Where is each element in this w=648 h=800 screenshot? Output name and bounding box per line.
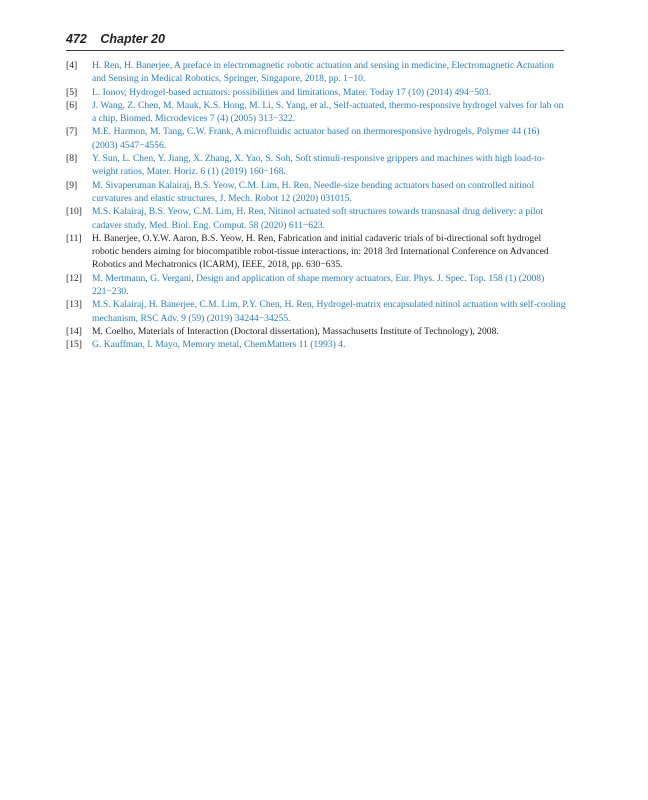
reference-link[interactable]: M.S. Kalairaj, H. Banerjee, C.M. Lim, P.Y. Chen, H. Ren, Hydrogel-matrix encapsulated nitinol actuation with self-cooling mechanism, RSC Adv. 9 (59) (2019) 34244−34255. <box>92 299 566 324</box>
reference-link[interactable]: M. Sivaperuman Kalairaj, B.S. Yeow, C.M. Lim, H. Ren, Needle-size bending actuators based on controlled nitinol curvatures and elastic structures, J. Mech. Robot 12 (2020) 031015. <box>92 179 535 204</box>
reference-item <box>66 298 566 325</box>
page-header <box>66 30 564 51</box>
reference-number: [14] <box>66 325 82 337</box>
reference-item <box>66 152 566 179</box>
reference-link[interactable]: H. Ren, H. Banerjee, A preface in electromagnetic robotic actuation and sensing in medicine, Electromagnetic Actuation and Sensing in Medical Robotics, Springer, Singapore, 2018, pp. 1−10. <box>92 60 554 85</box>
reference-number: [4] <box>66 60 78 71</box>
reference-number: [7] <box>66 126 78 138</box>
reference-item <box>66 99 566 126</box>
reference-list <box>66 59 566 352</box>
reference-item <box>66 272 566 299</box>
reference-number: [15] <box>66 339 82 351</box>
reference-link[interactable]: M. Mertmann, G. Vergani, Design and application of shape memory actuators, Eur. Phys. J. Spec. Top. 158 (1) (2008) 221−230. <box>92 272 545 298</box>
reference-item <box>66 232 566 272</box>
reference-item <box>66 338 566 351</box>
reference-link[interactable]: M.S. Kalairaj, B.S. Yeow, C.M. Lim, H. Ren, Nitinol actuated soft structures towards transnasal drug delivery: a pilot cadaver study, Med. Biol. Eng. Comput. 58 (2020) 611−623. <box>92 206 544 231</box>
reference-number: [6] <box>66 99 78 111</box>
reference-link[interactable]: G. Kauffman, I. Mayo, Memory metal, ChemMatters 11 (1993) 4. <box>92 339 346 351</box>
reference-item <box>66 86 566 99</box>
chapter-title: Chapter 20 <box>100 32 165 46</box>
reference-item <box>66 179 566 206</box>
reference-text: H. Banerjee, O.Y.W. Aaron, B.S. Yeow, H. Ren, Fabrication and initial cadaveric trials of bi-directional soft hydrogel robotic benders aiming for biocompatible robot-tissue interactions, in: 2018 3rd International Conference on Advanced Robotics and Mechatronics (ICARM), IEEE, 2018, pp. 630−635. <box>92 232 549 271</box>
reference-link[interactable]: M.E. Harmon, M. Tang, C.W. Frank, A microfluidic actuator based on thermoresponsive hydrogels, Polymer 44 (16) (2003) 4547−4556. <box>92 126 540 151</box>
reference-link[interactable]: J. Wang, Z. Chen, M. Mauk, K.S. Hong, M. Li, S. Yang, et al., Self-actuated, thermo-responsive hydrogel valves for lab on a chip, Biomed. Microdevices 7 (4) (2005) 313−322. <box>92 99 564 125</box>
reference-text: M. Coelho, Materials of Interaction (Doctoral dissertation), Massachusetts Institute of Technology), 2008. <box>92 325 499 337</box>
reference-item <box>66 325 566 338</box>
reference-link[interactable]: L. Ionov, Hydrogel-based actuators: possibilities and limitations, Mater. Today 17 (10) (2014) 494−503. <box>92 86 492 98</box>
reference-number: [5] <box>66 86 78 98</box>
reference-number: [11] <box>66 232 82 244</box>
reference-number: [12] <box>66 272 82 284</box>
reference-number: [13] <box>66 299 82 311</box>
reference-item <box>66 205 566 232</box>
reference-item <box>66 125 566 152</box>
reference-item <box>66 59 566 86</box>
reference-number: [9] <box>66 179 78 191</box>
reference-number: [8] <box>66 153 78 165</box>
page-number: 472 <box>66 32 87 46</box>
reference-link[interactable]: Y. Sun, L. Chen, Y. Jiang, X. Zhang, X. Yao, S. Soh, Soft stimuli-responsive grippers and machines with high load-to-weight ratios, Mater. Horiz. 6 (1) (2019) 160−168. <box>92 153 545 178</box>
reference-number: [10] <box>66 206 82 218</box>
